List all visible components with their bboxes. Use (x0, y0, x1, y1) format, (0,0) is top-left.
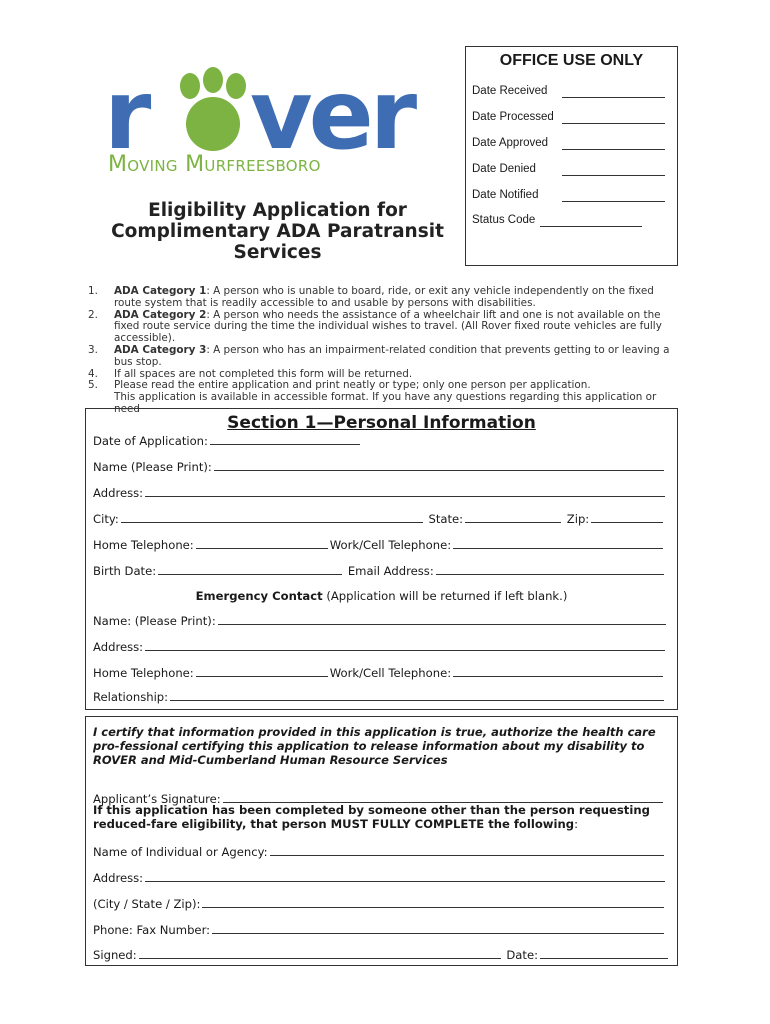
office-use-title: OFFICE USE ONLY (499, 52, 644, 69)
city-state-zip-row: City: State: Zip: (93, 511, 665, 526)
paw-icon (180, 67, 246, 151)
ec-work-telephone-field[interactable] (453, 665, 663, 677)
address-field[interactable] (145, 485, 665, 497)
phone-fax-field[interactable] (212, 922, 664, 934)
signed-date-row: Signed: Date: (93, 947, 670, 962)
logo-tagline: Moving Murfreesboro (108, 152, 321, 177)
page-title (100, 200, 455, 263)
certification-statement: I certify that information provided in this application is true, authorize the health care pro-fessional certifying this application to release information about my disability to ROVER and Mid-Cumberland Human Resource Services (93, 725, 656, 767)
applicant-signature-field[interactable] (223, 791, 663, 803)
office-blank[interactable] (540, 214, 642, 227)
date-of-application-row: Date of Application: (93, 433, 362, 448)
office-blank[interactable] (562, 163, 665, 176)
name-row: Name (Please Print): (93, 459, 666, 474)
name-field[interactable] (214, 459, 664, 471)
third-party-notice: If this application has been completed by someone other than the person requesting reduced-fare eligibility, that person MUST FULLY COMPLETE the following: (93, 803, 650, 831)
instructions-list (88, 286, 678, 416)
section-1-title: Section 1—Personal Information (227, 413, 536, 433)
logo-letters-ver: ver (250, 59, 414, 171)
city-state-zip-row: (City / State / Zip): (93, 896, 666, 911)
birth-date-field[interactable] (158, 563, 342, 575)
ec-telephone-row: Home Telephone: Work/Cell Telephone: (93, 665, 665, 680)
signature-row: Applicant’s Signature: (93, 791, 665, 806)
office-blank[interactable] (562, 137, 665, 150)
list-item: 2. ADA Category 2: A person who needs the assistance of a wheelchair lift and one is not available on the fixed route service during the time the individual wishes to travel. (All Rover fixed route vehicles are fully accessible). (88, 308, 662, 345)
birth-email-row: Birth Date: Email Address: (93, 563, 666, 578)
ec-name-field[interactable] (218, 613, 666, 625)
emergency-contact-heading: Emergency Contact (Application will be returned if left blank.) (195, 589, 568, 603)
office-field-date-denied: Date Denied (472, 163, 536, 175)
office-use-box (465, 46, 678, 266)
individual-agency-row: Name of Individual or Agency: (93, 844, 666, 859)
work-telephone-field[interactable] (453, 537, 663, 549)
section-personal-information (85, 408, 678, 710)
title-line-1: Eligibility Application for (148, 200, 407, 221)
individual-agency-field[interactable] (270, 844, 664, 856)
title-line-2: Complimentary ADA Paratransit (111, 221, 444, 242)
signed-field[interactable] (139, 947, 501, 959)
agency-address-row: Address: (93, 870, 667, 885)
city-field[interactable] (121, 511, 423, 523)
list-item: 4. If all spaces are not completed this form will be returned. (88, 367, 413, 380)
logo-letter-r: r (104, 59, 152, 171)
ec-home-telephone-field[interactable] (196, 665, 328, 677)
zip-field[interactable] (591, 511, 663, 523)
ec-address-field[interactable] (145, 639, 665, 651)
office-field-status-code: Status Code (472, 214, 535, 226)
list-item: 3. ADA Category 3: A person who has an impairment-related condition that prevents getting to or leaving a bus stop. (88, 343, 670, 368)
office-field-date-notified: Date Notified (472, 189, 538, 201)
office-field-date-approved: Date Approved (472, 137, 548, 149)
agency-address-field[interactable] (145, 870, 665, 882)
date-of-application-field[interactable] (210, 433, 360, 445)
email-field[interactable] (436, 563, 664, 575)
ec-address-row: Address: (93, 639, 667, 654)
signed-date-field[interactable] (540, 947, 668, 959)
agency-city-state-zip-field[interactable] (202, 896, 664, 908)
section-certification (85, 716, 678, 966)
office-field-date-processed: Date Processed (472, 111, 554, 123)
office-blank[interactable] (562, 111, 665, 124)
ec-relationship-field[interactable] (170, 689, 664, 701)
address-row: Address: (93, 485, 667, 500)
ec-relationship-row: Relationship: (93, 689, 666, 704)
phone-fax-row: Phone: Fax Number: (93, 922, 666, 937)
title-line-3: Services (233, 242, 322, 263)
office-blank[interactable] (562, 189, 665, 202)
list-item: This application is available in accessible format. If you have any questions regarding this application or need (114, 391, 657, 415)
list-item: 1. ADA Category 1: A person who is unable to board, ride, or exit any vehicle independently on the fixed route system that is readily accessible to and usable by persons with disabilities. (88, 285, 654, 309)
home-telephone-field[interactable] (196, 537, 328, 549)
telephone-row: Home Telephone: Work/Cell Telephone: (93, 537, 665, 552)
list-item: 5. Please read the entire application and print neatly or type; only one person per application. (88, 379, 591, 392)
office-field-date-received: Date Received (472, 85, 547, 97)
state-field[interactable] (465, 511, 561, 523)
ec-name-row: Name: (Please Print): (93, 613, 668, 628)
office-blank[interactable] (562, 85, 665, 98)
